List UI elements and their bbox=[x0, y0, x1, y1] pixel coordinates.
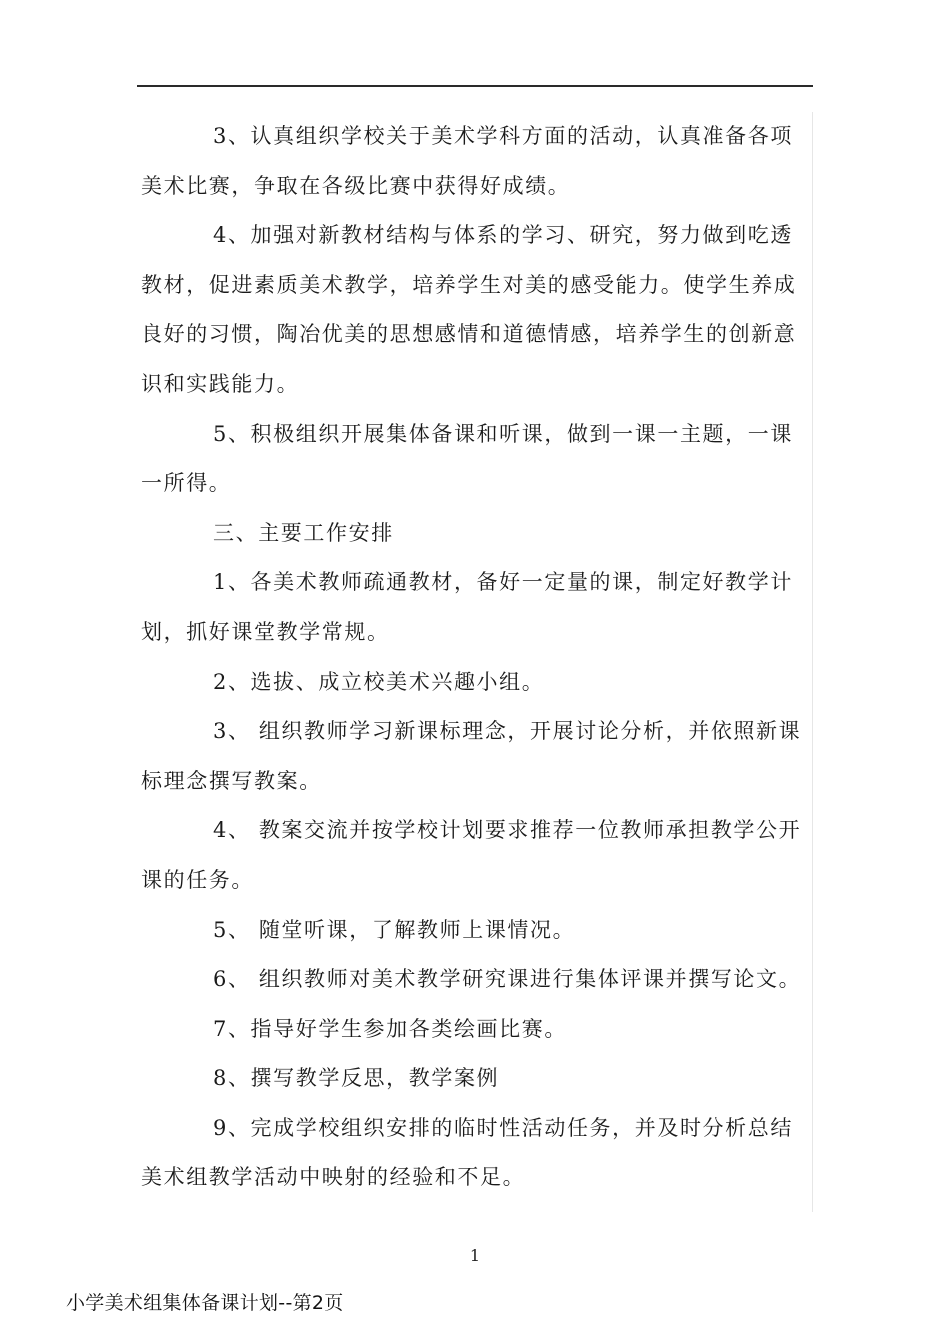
footer-caption: 小学美术组集体备课计划--第2页 bbox=[66, 1292, 344, 1314]
arrangement-item-4: 4、 教案交流并按学校计划要求推荐一位教师承担教学公开课的任务。 bbox=[141, 818, 802, 892]
right-margin-line bbox=[812, 112, 813, 1212]
arrangement-item-9: 9、完成学校组织安排的临时性活动任务，并及时分析总结美术组教学活动中映射的经验和不足。 bbox=[141, 1115, 793, 1190]
page-number: 1 bbox=[469, 1246, 481, 1265]
arrangement-item-3: 3、 组织教师学习新课标理念，开展讨论分析，并依照新课标理念撰写教案。 bbox=[141, 719, 802, 793]
arrangement-item-1: 1、各美术教师疏通教材，备好一定量的课，制定好教学计划，抓好课堂教学常规。 bbox=[141, 570, 793, 644]
arrangement-item-6: 6、 组织教师对美术教学研究课进行集体评课并撰写论文。 bbox=[213, 967, 802, 992]
arrangement-item-8: 8、撰写教学反思，教学案例 bbox=[213, 1066, 500, 1091]
arrangement-item-7: 7、指导好学生参加各类绘画比赛。 bbox=[213, 1016, 567, 1041]
paragraph-item-3-activities: 3、认真组织学校关于美术学科方面的活动，认真准备各项美术比赛，争取在各级比赛中获得好成绩。 bbox=[141, 124, 793, 198]
section-heading-work-arrangement: 三、主要工作安排 bbox=[213, 520, 394, 545]
document-body bbox=[141, 112, 811, 1203]
paragraph-item-5-lesson-prep: 5、积极组织开展集体备课和听课，做到一课一主题，一课一所得。 bbox=[141, 421, 793, 496]
arrangement-item-5: 5、 随堂听课，了解教师上课情况。 bbox=[213, 917, 576, 942]
paragraph-item-4-textbook-study: 4、加强对新教材结构与体系的学习、研究，努力做到吃透教材，促进素质美术教学，培养学生对美的感受能力。使学生养成良好的习惯，陶冶优美的思想感情和道德情感，培养学生的创新意识和实践能力。 bbox=[141, 223, 797, 396]
header-rule bbox=[137, 85, 813, 87]
arrangement-item-2: 2、选拔、成立校美术兴趣小组。 bbox=[213, 669, 545, 694]
